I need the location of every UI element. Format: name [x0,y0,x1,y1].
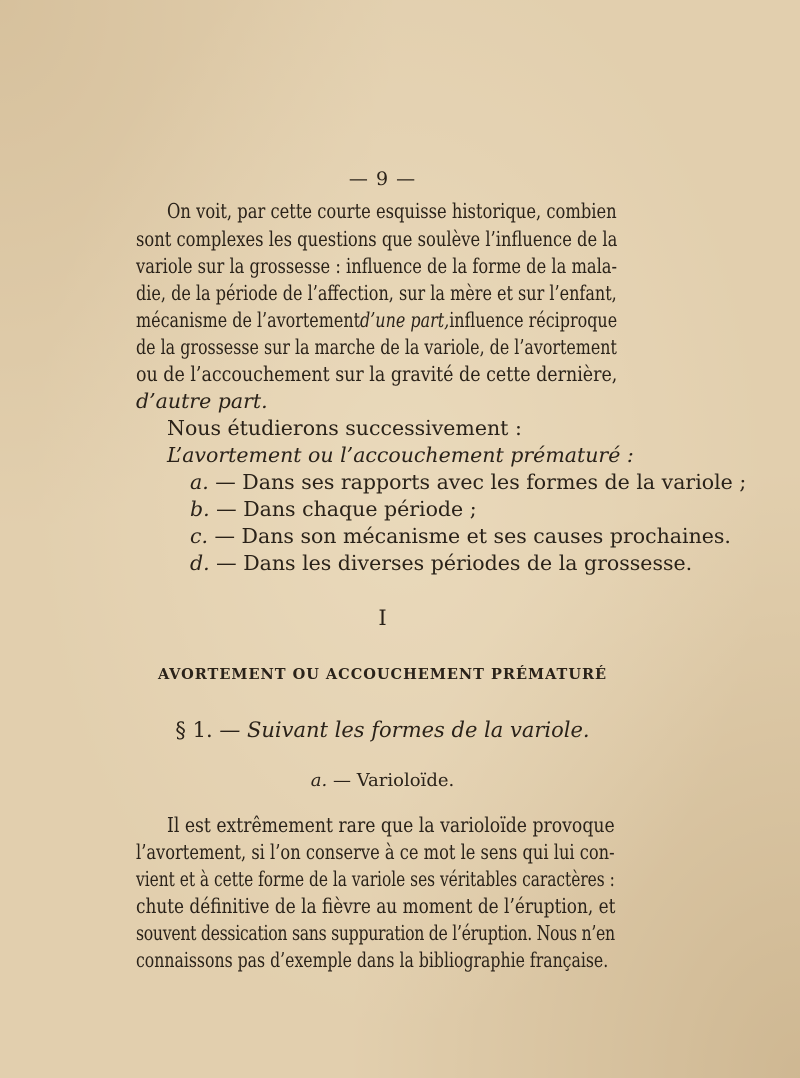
paragraph-line [136,308,618,332]
intro-line: Nous étudierons successivement : [167,416,522,440]
emphasis-text: d’autre part. [136,389,268,413]
paragraph-line: vient et à cette forme de la variole ses véritables caractères : [136,867,615,891]
paragraph-line: souvent dessication sans suppuration de l’éruption. Nous n’en [136,921,615,945]
list-text: — Dans chaque période ; [216,497,477,521]
subsubsection-title: — Varioloïde. [332,770,455,791]
section-heading: AVORTEMENT OU ACCOUCHEMENT PRÉMATURÉ [157,666,608,683]
list-text: — Dans son mécanisme et ses causes prochaines. [214,524,731,548]
section-number: I [378,606,387,630]
list-letter: c. [190,524,208,548]
text-span: influence réciproque [449,308,618,332]
list-letter: d. [190,551,210,575]
subsection-heading [0,718,765,742]
subsubsection-heading [0,770,765,791]
subsubsection-letter: a. [310,770,328,791]
paragraph-line: die, de la période de l’affection, sur la mère et sur l’enfant, [136,281,617,305]
page-number: — 9 — [348,168,417,190]
list-item [190,553,692,574]
subsection-title: — Suivant les formes de la variole. [219,718,590,742]
list-text: — Dans ses rapports avec les formes de la variole ; [215,470,747,494]
paragraph-line: l’avortement, si l’on conserve à ce mot le sens qui lui con- [136,840,615,864]
list-text: — Dans les diverses périodes de la grossesse. [216,551,693,575]
paragraph-line: variole sur la grossesse : influence de la forme de la mala- [136,254,618,278]
list-item [190,499,477,520]
text-span: mécanisme de l’avortement [136,308,361,332]
list-letter: b. [190,497,210,521]
paragraph-line: de la grossesse sur la marche de la variole, de l’avortement [136,335,617,359]
list-item [190,526,731,547]
paragraph-line: sont complexes les questions que soulève l’influence de la [136,227,618,251]
emphasis-text: d’une part, [360,308,450,332]
subsection-number: § 1. [175,718,213,742]
list-item [190,472,746,493]
paragraph-line: On voit, par cette courte esquisse historique, combien [167,199,617,223]
paragraph-line: ou de l’accouchement sur la gravité de cette dernière, [136,362,618,386]
list-title: L’avortement ou l’accouchement prématuré : [167,443,634,467]
paragraph-line: Il est extrêmement rare que la varioloïde provoque [167,813,615,837]
list-letter: a. [190,470,209,494]
paragraph-line: chute définitive de la fièvre au moment de l’éruption, et [136,894,616,918]
paragraph-line: connaissons pas d’exemple dans la bibliographie française. [136,948,609,972]
